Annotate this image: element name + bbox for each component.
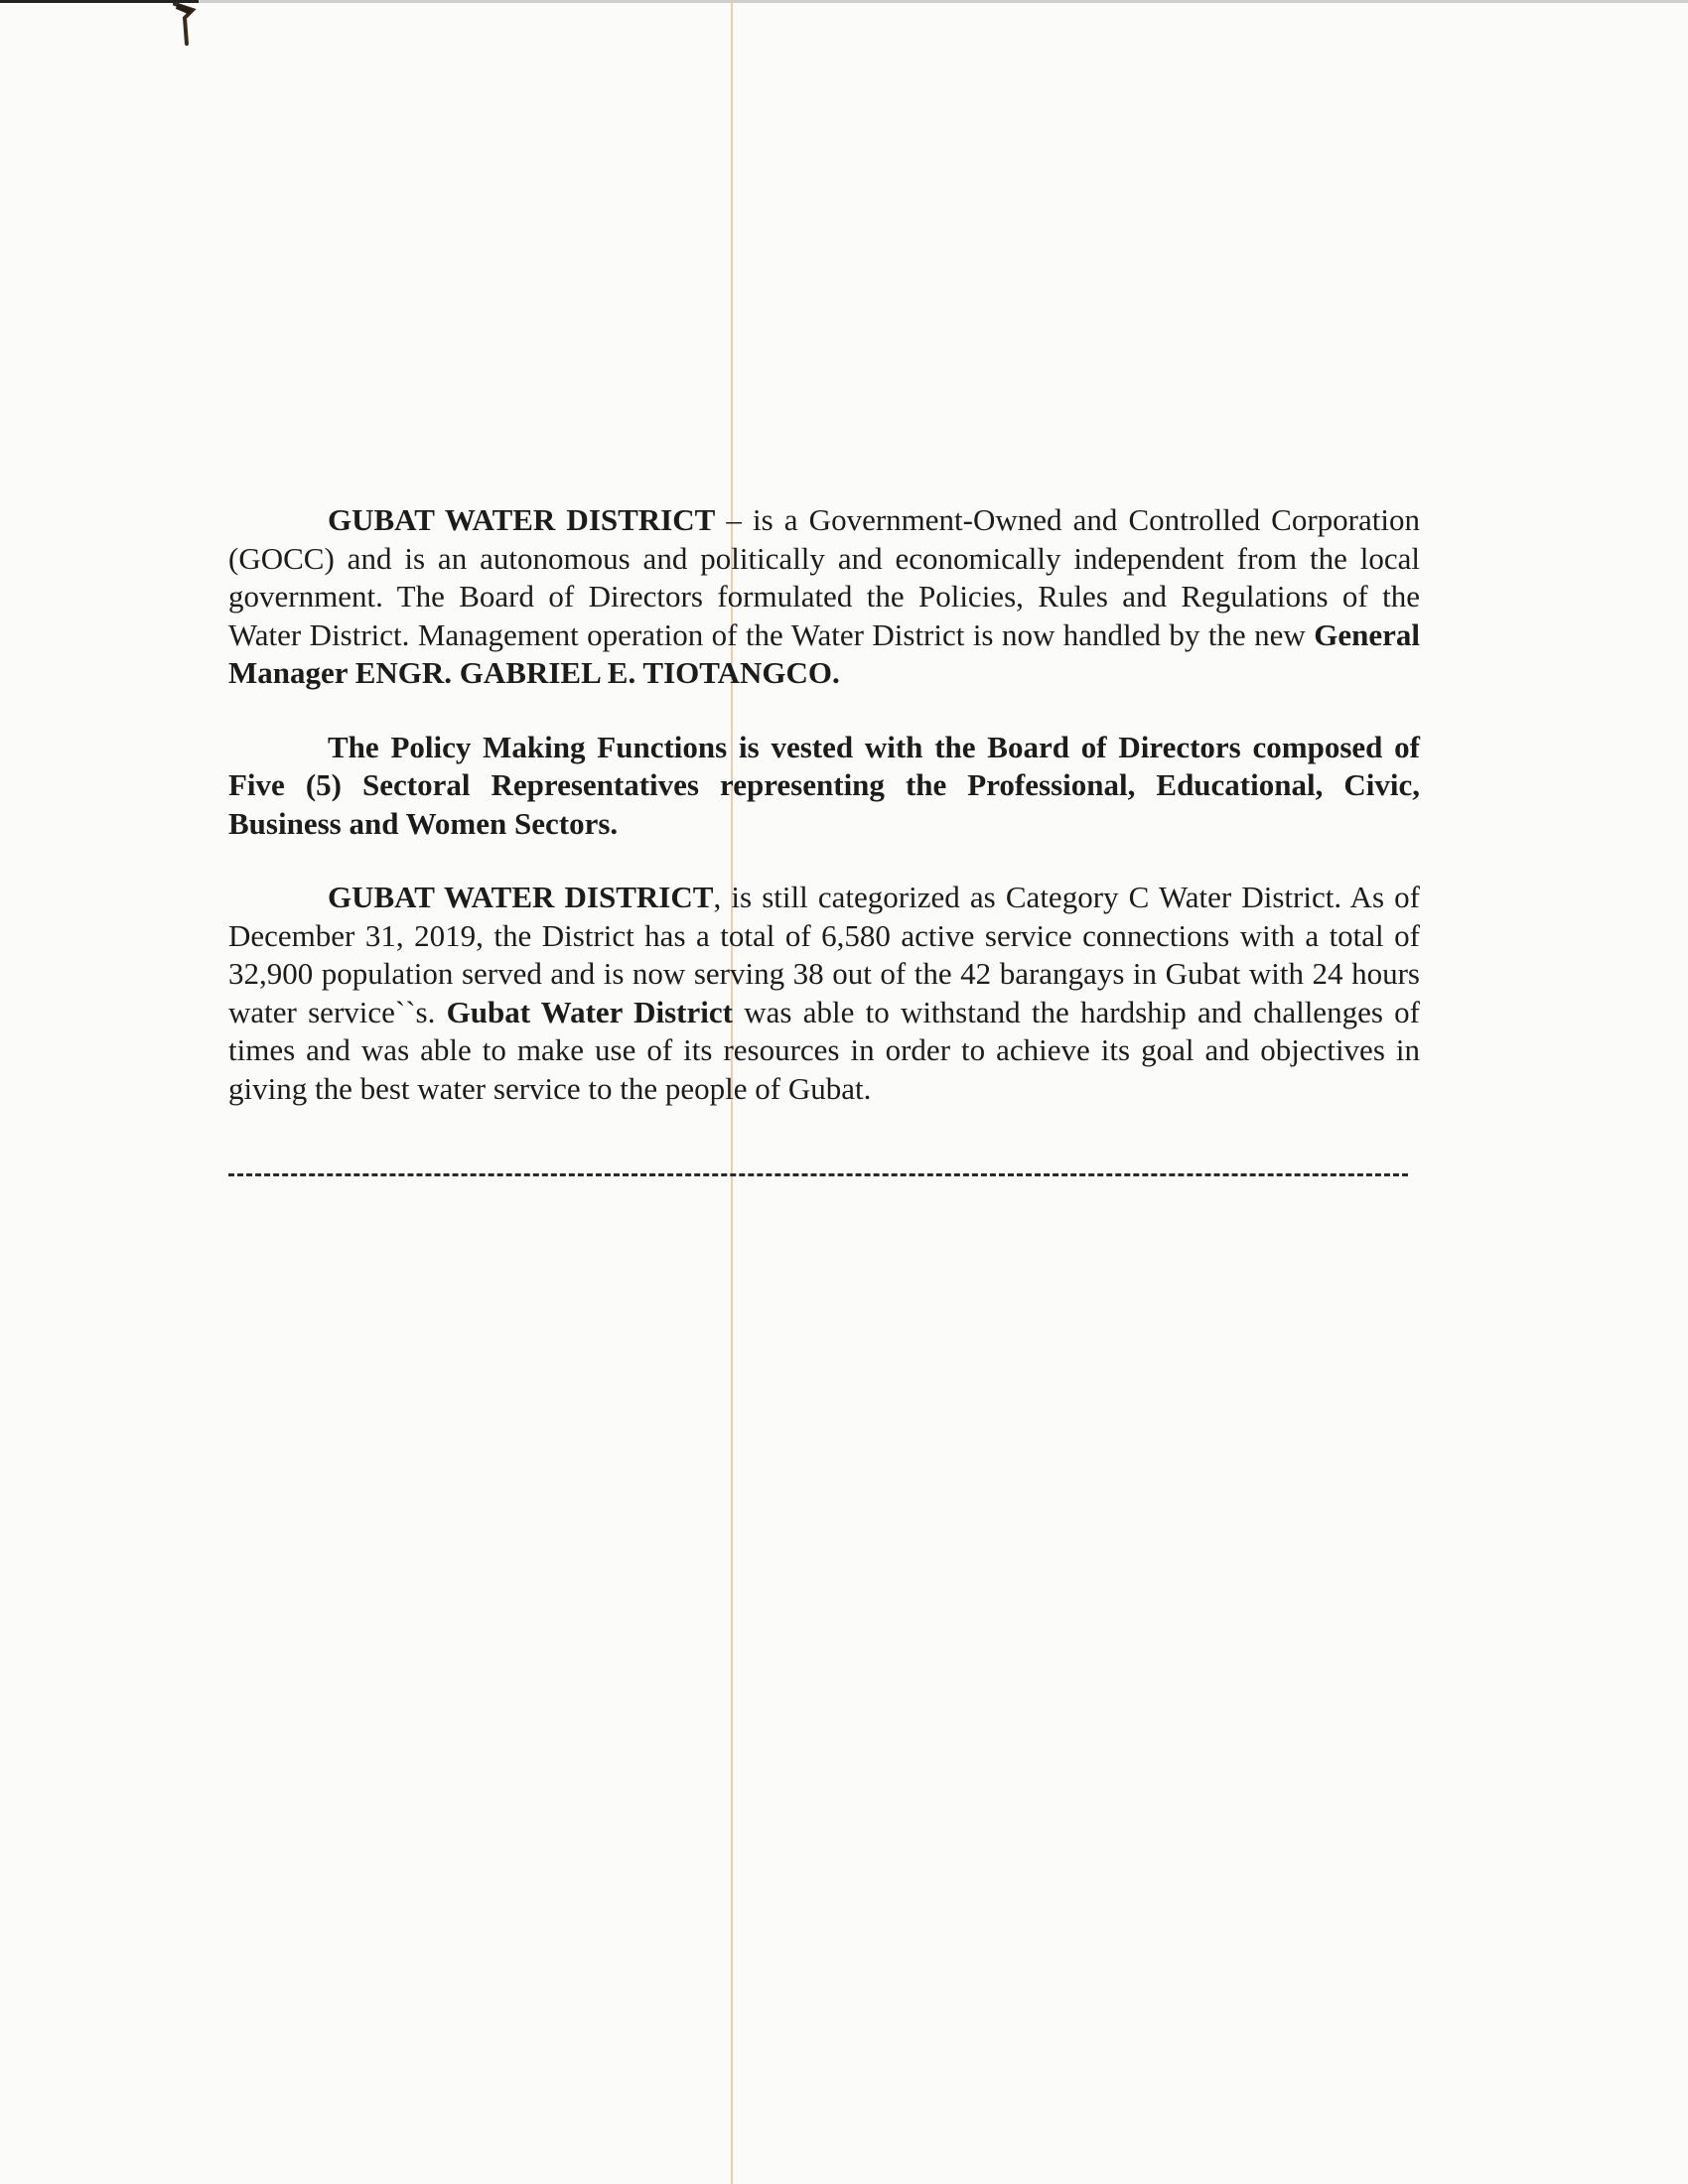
- org-name-2: GUBAT WATER DISTRICT: [328, 880, 714, 914]
- policy-text: The Policy Making Functions is vested with the Board of Directors composed of Five (5) Sectoral Representatives representing the Professional, Educational, Civic, Business and Women Sectors.: [228, 729, 1420, 841]
- page-top-edge: [0, 0, 1688, 3]
- general-manager-name: General Manager ENGR. GABRIEL E. TIOTANGCO.: [228, 616, 1420, 690]
- org-name: GUBAT WATER DISTRICT: [328, 502, 716, 537]
- paragraph-policy: [228, 729, 1420, 844]
- ink-mark-icon: [171, 0, 197, 52]
- org-name-3: Gubat Water District: [446, 994, 733, 1029]
- overview-text: – is a Government-Owned and Controlled Corporation (GOCC) and is an autonomous and politically and economically independent from the local government. The Board of Directors formulated the Policies, Rules and Regulations of the Water District. Management operation of the Water District is now handled by the new: [228, 502, 1420, 652]
- document-body: [228, 501, 1420, 1144]
- dashed-divider: [228, 1173, 1408, 1176]
- paragraph-overview: [228, 501, 1420, 693]
- status-text-2: was able to withstand the hardship and challenges of times and was able to make use of its resources in order to achieve its goal and objectives in giving the best water service to the people of Gubat.: [228, 994, 1420, 1106]
- paragraph-status: [228, 879, 1420, 1108]
- status-text: , is still categorized as Category C Water District. As of December 31, 2019, the District has a total of 6,580 active service connections with a total of 32,900 population served and is now serving 38 out of the 42 barangays in Gubat with 24 hours water service``s.: [228, 880, 1420, 1029]
- corner-scan-mark: [0, 0, 199, 8]
